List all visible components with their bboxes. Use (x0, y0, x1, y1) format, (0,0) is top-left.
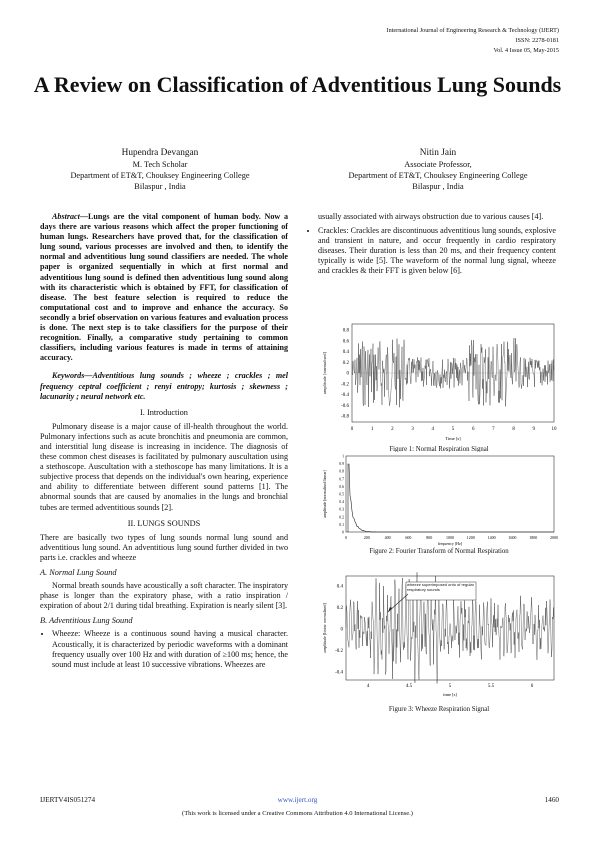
y-tick-label: 0.6 (342, 339, 349, 345)
y-tick-label: -0.8 (341, 414, 349, 420)
author-dept: Department of ET&T, Chouksey Engineering College (348, 171, 528, 180)
x-tick-label: 10 (551, 427, 557, 432)
x-tick-label: 1200 (466, 535, 475, 540)
y-tick-label: 0 (342, 530, 344, 535)
y-tick-label: 0.8 (339, 469, 344, 474)
figure-2-caption: Figure 2: Fourier Transform of Normal Respiration (369, 548, 509, 555)
y-tick-label: 0 (340, 627, 343, 633)
author-city: Bilaspur , India (412, 182, 464, 191)
x-tick-label: 5 (448, 684, 452, 689)
paper-id: IJERTV4IS051274 (40, 796, 96, 804)
figure-3-caption: Figure 3: Wheeze Respiration Signal (388, 706, 490, 713)
y-tick-label: 1 (342, 454, 344, 459)
y-axis-label: amplitude [linear normalised] (322, 603, 327, 653)
subheading-normal: A. Normal Lung Sound (40, 568, 117, 577)
y-tick-label: -0.6 (341, 403, 349, 409)
author-name: Nitin Jain (419, 148, 457, 158)
y-tick-label: -0.2 (341, 382, 349, 388)
x-axis-label: Time [s] (445, 436, 461, 441)
y-tick-label: 0.9 (339, 462, 344, 467)
x-tick-label: 1000 (446, 535, 454, 540)
left-column (40, 212, 288, 674)
author-city: Bilaspur , India (134, 182, 186, 191)
x-tick-label: 1800 (529, 535, 538, 540)
journal-name: International Journal of Engineering Research & Technology (IJERT) (386, 27, 559, 34)
y-tick-label: 0.3 (339, 507, 344, 512)
author-1 (40, 148, 280, 192)
x-tick-label: 0 (350, 427, 354, 432)
author-dept: Department of ET&T, Chouksey Engineering College (70, 171, 250, 180)
x-axis-label: frequency [Hz] (437, 541, 463, 546)
author-role: M. Tech Scholar (132, 160, 188, 169)
issn: ISSN: 2278-0181 (515, 37, 559, 44)
abstract-text: —Lungs are the vital component of human body. Now a days there are various reasons which affect the proper functioning of human lungs. Researchers have proved that, for the classification of lung sound, various processes are involved and then, to identify the normal and adventitious lung sound classifiers are needed. The whole paper is organized sequentially in which at first normal and adventitious lung sound is defined then adventitious lung sound along with its characteristic which is obtained by FFT, for classification of disease. The best feature selection is required to reduce the computational cost and to improve and enhance the accuracy. So secondly a brief observation on various features and evaluation process is done. The next step is to take classifiers for the purpose of their recognition. Finally, a comparative study pertaining to common classifiers, including various features is made in terms of attaining accuracy. (40, 212, 288, 363)
y-tick-label: -0.4 (335, 670, 343, 676)
spectrum-curve (348, 464, 554, 532)
subheading-adventitious: B. Adventitious Lung Sound (40, 616, 133, 626)
section-heading-introduction: I. Introduction (140, 407, 188, 417)
y-tick-label: -0.2 (335, 649, 343, 654)
y-axis-label: amplitude [normalised] (322, 351, 327, 395)
x-tick-label: 7 (492, 427, 495, 432)
intro-paragraph: Pulmonary disease is a major cause of ill-health throughout the world. Pulmonary infections such as acute bronchitis and pneumonia are common, and interstitial lung disease is increasing in incidence. The diagnosis of these common chest diseases is facilitated by pulmonary auscultation using a stethoscope. Auscultation with a stethoscope has many limitations. It is a subjective process that depends on the individual's own hearing, experience and ability to differentiate between different sound patterns [1]. The abnormal sounds that are caused by anomalies in the lungs and bronchial tubes are termed adventitious sounds [2]. (40, 421, 288, 512)
lungs-paragraph: There are basically two types of lung sounds normal lung sound and adventitious lung sound. An adventitious lung sound further divided in two parts i.e. crackles and wheeze (40, 532, 288, 562)
normal-paragraph: Normal breath sounds have acoustically a soft character. The inspiratory phase is longer than the expiratory phase, with a ratio inspiration / expiration of about 2/1 during tidal breathing. Expiration is nearly silent [3]. (40, 581, 288, 611)
y-axis-label: amplitude [normalised linear] (322, 470, 327, 518)
author-2 (318, 148, 558, 192)
waveform (352, 338, 554, 407)
y-tick-label: 0.2 (336, 606, 343, 611)
author-name: Hupendra Devangan (121, 148, 199, 158)
wheeze-continued: usually associated with airways obstruction due to various causes [4]. (318, 212, 544, 221)
adventitious-list (40, 629, 288, 669)
right-column (306, 212, 556, 281)
x-tick-label: 5 (451, 427, 455, 432)
abstract-label: Abstract (52, 212, 80, 221)
x-tick-label: 1 (370, 427, 374, 432)
x-tick-label: 6 (471, 427, 475, 432)
arrow-head (388, 607, 392, 612)
x-tick-label: 0 (345, 535, 347, 540)
x-tick-label: 4 (366, 684, 370, 689)
wheeze-item: • Wheeze: Wheeze is a continuous sound having a musical character. Acoustically, it is characterized by periodic waveforms with a dominant frequency usually over 100 Hz and with duration of ≥100 ms; hence, the sound must include at least 10 successive vibrations. Wheezes are (52, 629, 288, 669)
page-number: 1460 (544, 796, 559, 804)
y-tick-label: 0.4 (342, 350, 349, 355)
figure-1-normal-respiration (318, 320, 560, 442)
x-tick-label: 1600 (508, 535, 517, 540)
x-tick-label: 200 (363, 535, 370, 540)
figure-3-wheeze-respiration (318, 572, 560, 700)
x-tick-label: 4.5 (405, 684, 413, 689)
x-tick-label: 8 (512, 427, 515, 432)
x-tick-label: 2 (391, 427, 394, 432)
y-tick-label: 0.4 (339, 500, 344, 505)
section-heading-lungs-sounds: II. LUNGS SOUNDS (127, 518, 201, 528)
license-notice: (This work is licensed under a Creative Commons Attribution 4.0 International License.) (182, 810, 413, 817)
paper-title: A Review on Classification of Adventitious Lung Sounds (33, 72, 562, 97)
y-tick-label: 0.2 (339, 515, 344, 520)
y-tick-label: 0.8 (342, 328, 349, 334)
journal-header (387, 26, 559, 56)
y-tick-label: 0.2 (342, 360, 349, 366)
x-tick-label: 9 (532, 427, 536, 432)
x-tick-label: 400 (384, 535, 391, 540)
figure-1-caption: Figure 1: Normal Respiration Signal (389, 446, 489, 453)
x-tick-label: 2000 (550, 535, 558, 540)
x-tick-label: 1400 (487, 535, 496, 540)
keywords: Keywords—Adventitious lung sounds ; wheeze ; crackles ; mel frequency ceptral coefficient ; renyi entropy; kurtosis ; skewness ; lacunarity ; neural network etc. (40, 371, 288, 401)
x-tick-label: 4 (431, 427, 435, 432)
y-tick-label: 0.1 (339, 522, 344, 527)
y-tick-label: 0.4 (336, 584, 343, 590)
y-tick-label: -0.4 (341, 393, 349, 398)
crackles-item: • Crackles: Crackles are discontinuous adventitious lung sounds, explosive and transient in nature, and occur frequently in cardio respiratory diseases. Their duration is less than 20 ms, and their frequency content typically is wide [5]. The waveform of the normal lung signal, wheeze and crackles & their FFT is given below [6]. (318, 226, 556, 276)
volume-issue: Vol. 4 Issue 05, May-2015 (493, 47, 559, 54)
y-tick-label: 0.7 (339, 477, 344, 482)
x-tick-label: 3 (411, 427, 414, 432)
y-tick-label: 0 (346, 371, 349, 377)
x-tick-label: 600 (405, 535, 412, 540)
x-tick-label: 800 (426, 535, 433, 540)
x-axis-label: time [s] (443, 692, 457, 697)
plot-frame (346, 456, 554, 532)
journal-url-link[interactable]: www.ijert.org (277, 796, 318, 804)
author-role: Associate Professor, (404, 160, 472, 169)
y-tick-label: 0.5 (339, 492, 344, 497)
y-tick-label: 0.6 (339, 484, 344, 489)
x-tick-label: 6 (530, 684, 534, 689)
annotation-text: wheeze superimposed onto of regular respiratory sounds (407, 582, 474, 592)
figure-2-fourier-transform (318, 452, 560, 546)
crackles-list (306, 226, 556, 276)
x-tick-label: 5.5 (487, 684, 495, 689)
abstract (40, 212, 288, 363)
